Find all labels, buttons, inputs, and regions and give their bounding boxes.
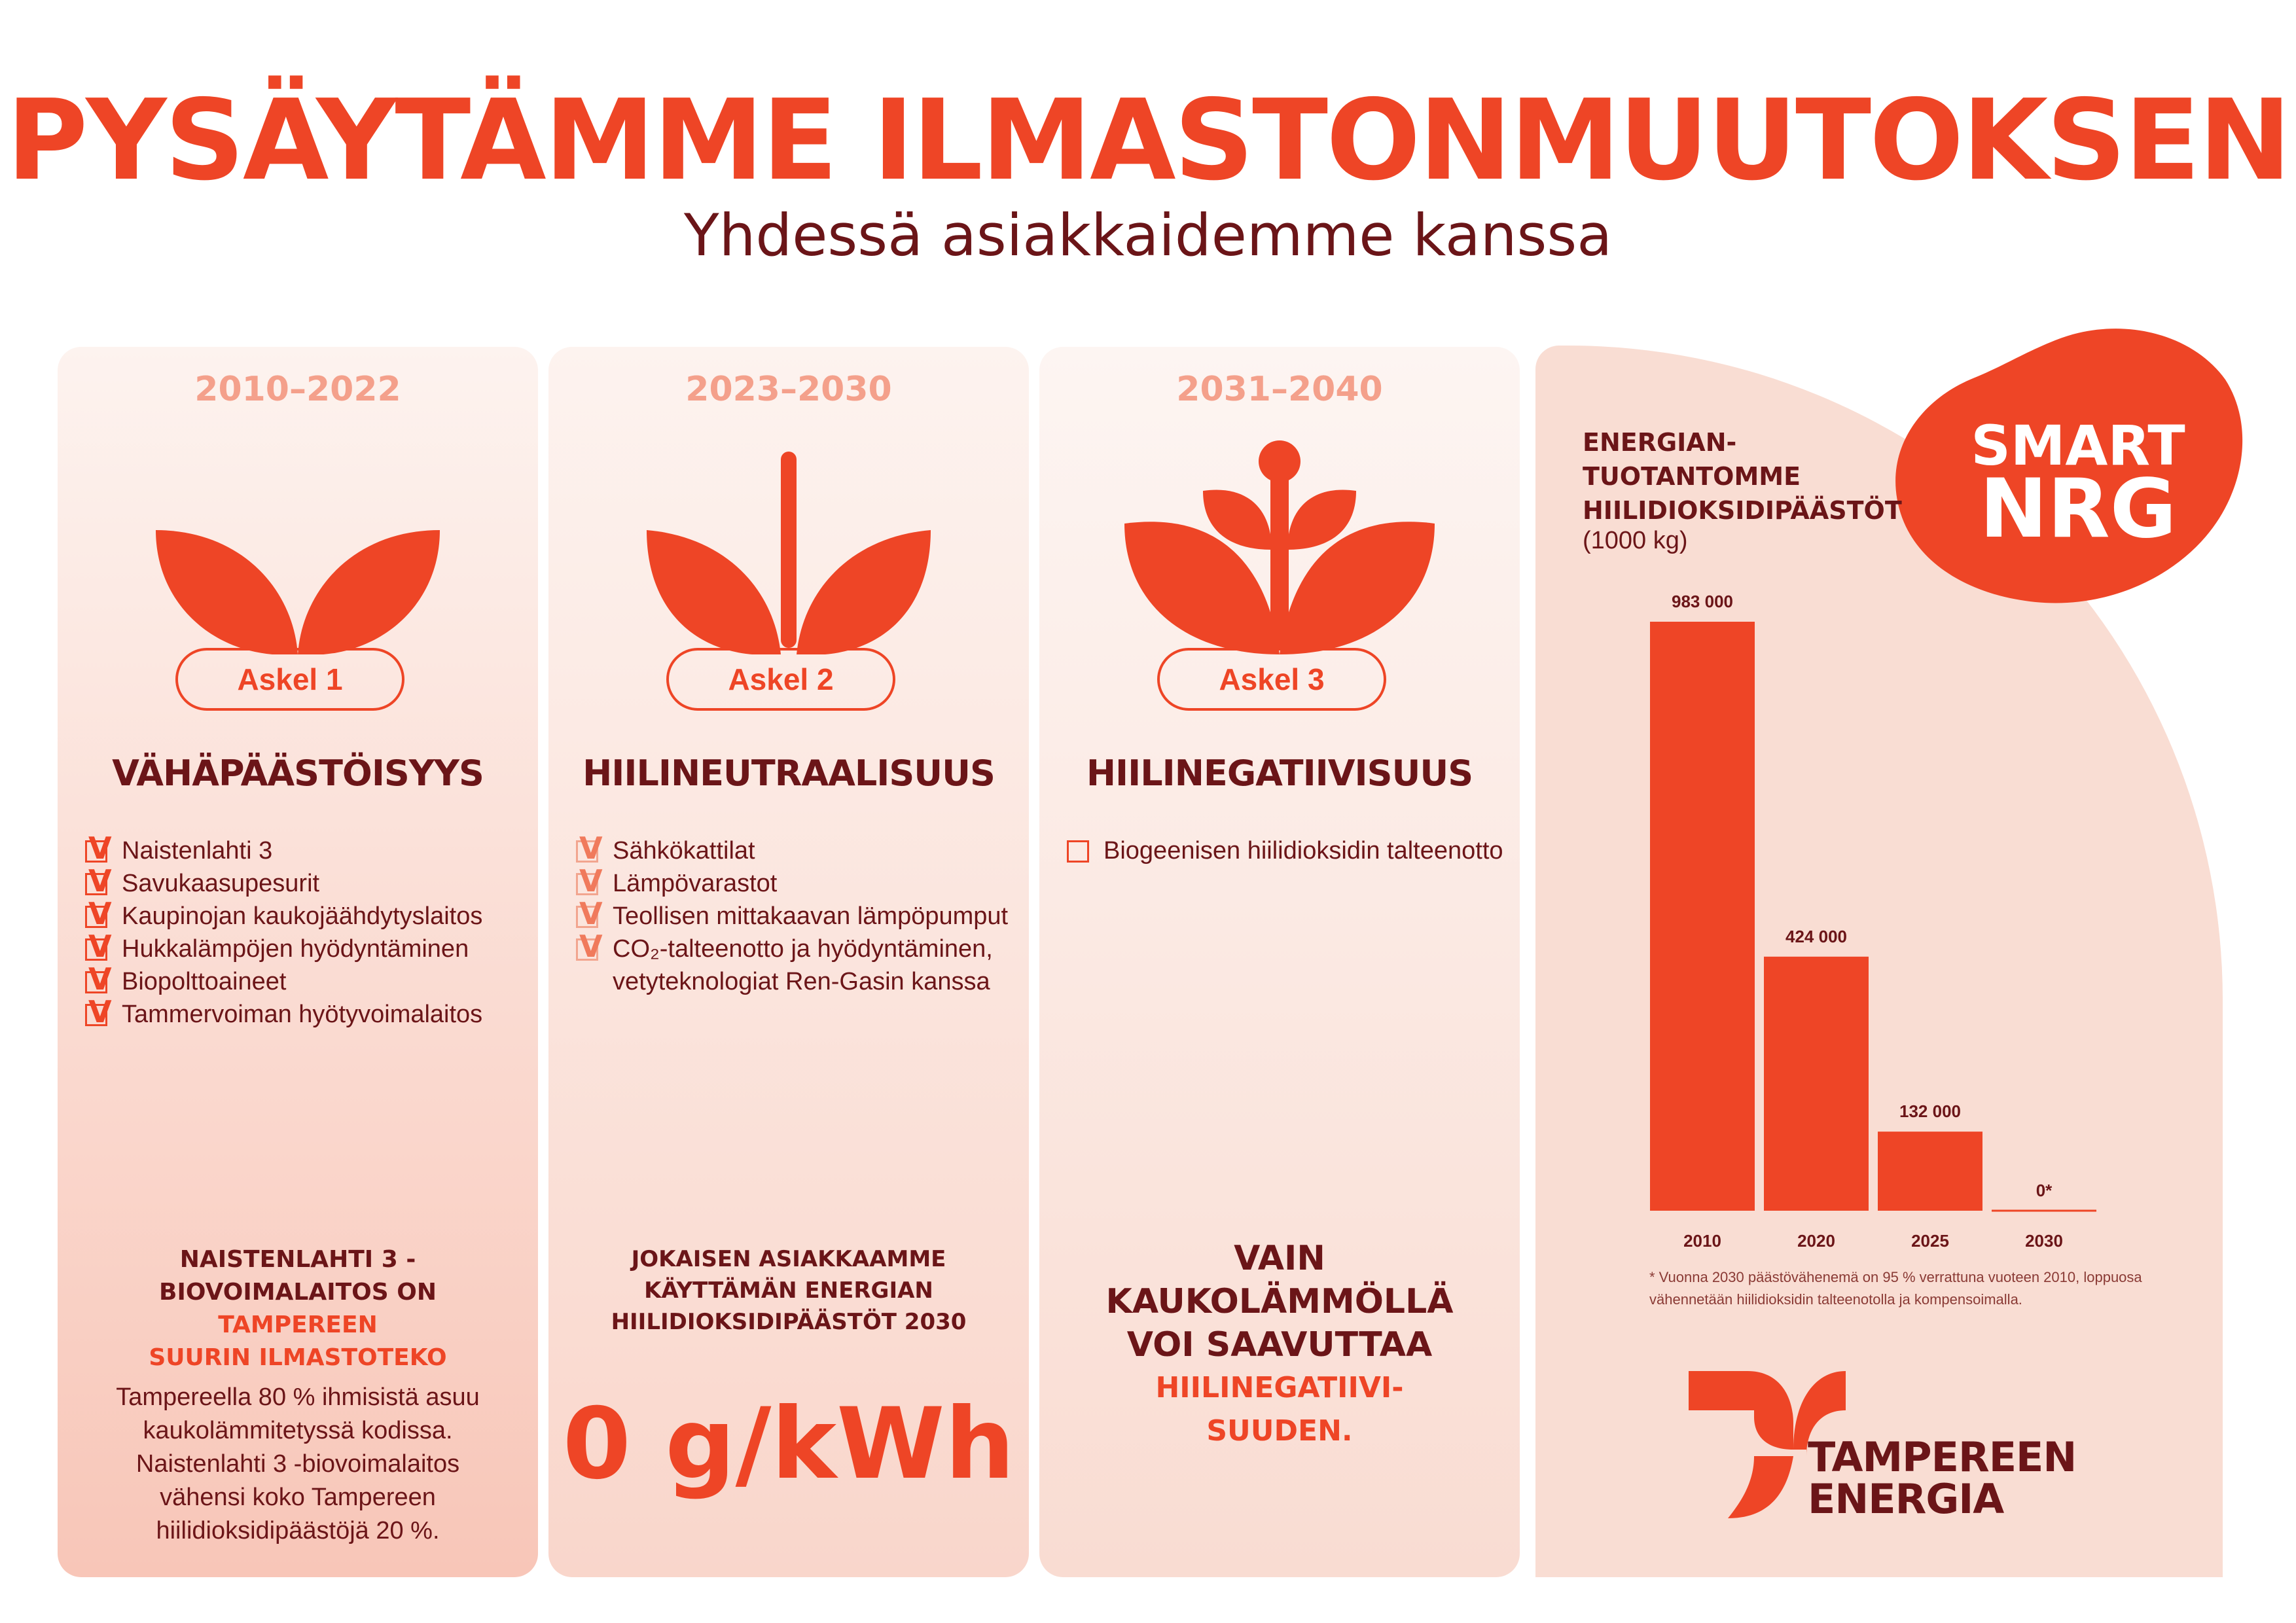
step-badge: Askel 1 <box>175 648 404 711</box>
step-callout <box>1066 1237 1494 1453</box>
emissions-target-value: 0 g/kWh <box>562 1387 1015 1501</box>
list-item-label: Lämpövarastot <box>613 870 778 897</box>
x-tick-label: 2010 <box>1683 1231 1721 1251</box>
checkbox-checked-icon: V <box>85 938 107 961</box>
sprout-with-stem-icon <box>548 438 1029 654</box>
measure-list <box>576 830 1021 998</box>
callout-line: VOI SAAVUTTAA <box>1126 1325 1433 1364</box>
list-item <box>85 929 530 965</box>
step-panel-1 <box>58 347 538 1577</box>
flower-plant-icon <box>1039 438 1520 654</box>
list-item <box>85 896 530 933</box>
step-years: 2031–2040 <box>1176 370 1383 409</box>
checkbox-checked-icon: V <box>85 1004 107 1026</box>
measure-list <box>85 830 530 1031</box>
callout-accent-line: TAMPEREEN <box>218 1311 378 1338</box>
step-heading: HIILINEGATIIVISUUS <box>1086 753 1473 794</box>
checkbox-checked-icon: V <box>576 906 598 928</box>
step-badge: Askel 2 <box>666 648 895 711</box>
list-item <box>576 863 1021 900</box>
callout-line: BIOVOIMALAITOS ON <box>159 1279 437 1306</box>
step-heading: HIILINEUTRAALISUUS <box>583 753 995 794</box>
x-tick-label: 2020 <box>1797 1231 1835 1251</box>
two-leaf-sprout-icon <box>58 438 538 654</box>
list-item <box>576 896 1021 933</box>
company-name-line: TAMPEREEN <box>1808 1433 2077 1481</box>
chart-title-line: ENERGIAN- <box>1583 428 1737 457</box>
step-badge: Askel 3 <box>1157 648 1386 711</box>
checkbox-empty-icon <box>1067 840 1089 863</box>
list-item <box>85 994 530 1031</box>
step-panel-3 <box>1039 347 1520 1577</box>
chart-title-line: HIILIDIOKSIDIPÄÄSTÖT <box>1583 496 1902 525</box>
step-years: 2023–2030 <box>685 370 892 409</box>
list-item-label: Biopolttoaineet <box>122 968 287 995</box>
list-item <box>85 863 530 900</box>
smart-logo-line1: SMART <box>1971 414 2185 478</box>
step-years: 2010–2022 <box>194 370 401 409</box>
bar-2020 <box>1764 957 1869 1211</box>
list-item-label: Teollisen mittakaavan lämpöpumput <box>613 902 1009 930</box>
list-item <box>85 961 530 998</box>
chart-title <box>1583 425 1923 527</box>
page-subtitle: Yhdessä asiakkaidemme kanssa <box>683 202 1613 269</box>
callout-line: VAIN <box>1234 1239 1325 1278</box>
x-tick-label: 2025 <box>1911 1231 1949 1251</box>
checkbox-checked-icon: V <box>85 971 107 993</box>
page-title: PYSÄYTÄMME ILMASTONMUUTOKSEN <box>6 76 2290 205</box>
checkbox-checked-icon: V <box>576 840 598 863</box>
checkbox-checked-icon: V <box>85 906 107 928</box>
chart-footnote: * Vuonna 2030 päästövähenemä on 95 % verrattuna vuoteen 2010, loppuosa vähennetään hiilidioksidin talteenotolla ja kompensoimalla. <box>1649 1269 2142 1308</box>
bar-2010 <box>1650 622 1755 1211</box>
bar-value-label: 424 000 <box>1785 926 1847 946</box>
step-callout <box>84 1243 512 1374</box>
callout-line: NAISTENLAHTI 3 - <box>179 1246 416 1273</box>
emissions-bar-chart <box>1535 556 2125 1263</box>
bar-value-label: 983 000 <box>1672 592 1733 611</box>
callout-accent-line: SUUDEN. <box>1206 1414 1353 1448</box>
list-item-label: Naistenlahti 3 <box>122 837 273 865</box>
list-item <box>576 929 1021 998</box>
callout-accent-line: SUURIN ILMASTOTEKO <box>149 1344 447 1371</box>
list-item-label: Sähkökattilat <box>613 837 755 865</box>
step-panel-2 <box>548 347 1029 1577</box>
company-name <box>1808 1433 2077 1523</box>
checkbox-checked-icon: V <box>576 873 598 895</box>
measure-list <box>1067 834 1512 867</box>
list-item <box>85 830 530 867</box>
callout-line: HIILIDIOKSIDIPÄÄSTÖT 2030 <box>611 1309 967 1335</box>
callout-line: KAUKOLÄMMÖLLÄ <box>1105 1282 1454 1321</box>
company-name-line: ENERGIA <box>1808 1475 2004 1523</box>
list-item-label: CO₂-talteenotto ja hyödyntäminen, vetyteknologiat Ren-Gasin kanssa <box>613 935 993 995</box>
bar-value-label: 0* <box>2036 1181 2053 1200</box>
x-tick-label: 2030 <box>2025 1231 2063 1251</box>
list-item-label: Tammervoiman hyötyvoimalaitos <box>122 1001 483 1028</box>
checkbox-checked-icon: V <box>85 840 107 863</box>
callout-accent-line: HIILINEGATIIVI- <box>1155 1371 1404 1404</box>
step-heading: VÄHÄPÄÄSTÖISYYS <box>112 753 484 794</box>
list-item <box>576 830 1021 867</box>
smart-logo-line2: NRG <box>1979 462 2177 556</box>
chart-unit-label: (1000 kg) <box>1583 527 1688 554</box>
bar-2025 <box>1878 1132 1982 1211</box>
list-item-label: Biogeenisen hiilidioksidin talteenotto <box>1103 837 1503 865</box>
checkbox-checked-icon: V <box>85 873 107 895</box>
step-body-text: Tampereella 80 % ihmisistä asuu kaukolämmitetyssä kodissa. Naistenlahti 3 -biovoimalaitos vähensi koko Tampereen hiilidioksidipäästöjä 20 %. <box>116 1383 480 1544</box>
bar-value-label: 132 000 <box>1899 1101 1961 1122</box>
callout-line: JOKAISEN ASIAKKAAMME <box>631 1246 946 1272</box>
step-callout <box>575 1243 1003 1338</box>
callout-line: KÄYTTÄMÄN ENERGIAN <box>644 1277 933 1304</box>
list-item-label: Savukaasupesurit <box>122 870 320 897</box>
list-item-label: Hukkalämpöjen hyödyntäminen <box>122 935 469 963</box>
checkbox-checked-icon: V <box>576 938 598 961</box>
list-item-label: Kaupinojan kaukojäähdytyslaitos <box>122 902 483 930</box>
chart-title-line: TUOTANTOMME <box>1583 462 1801 491</box>
list-item <box>1067 834 1512 867</box>
